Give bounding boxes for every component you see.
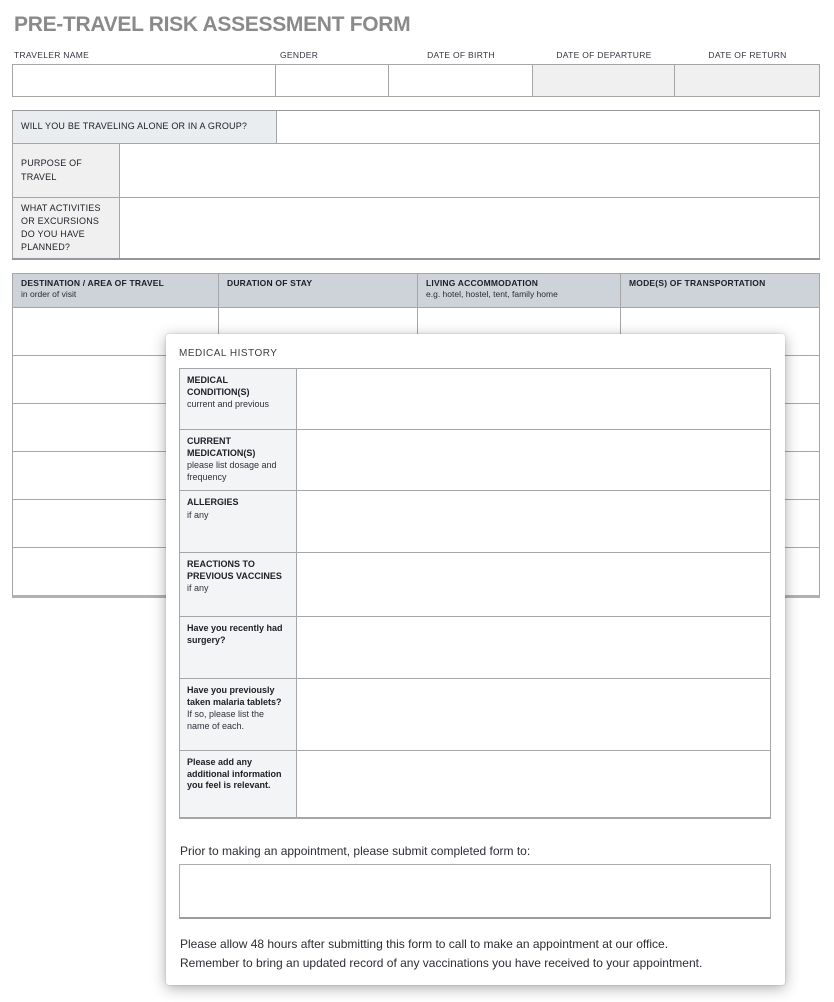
footer-line-1: Please allow 48 hours after submitting this form to call to make an appointment at our office. bbox=[180, 937, 669, 951]
allergies-label: ALLERGIES if any bbox=[180, 491, 297, 552]
traveler-name-input[interactable] bbox=[12, 64, 276, 97]
gender-label: GENDER bbox=[280, 50, 319, 60]
transportation-column-header: MODE(S) OF TRANSPORTATION bbox=[620, 274, 819, 307]
date-of-birth-label: DATE OF BIRTH bbox=[427, 50, 495, 60]
duration-column-header: DURATION OF STAY bbox=[218, 274, 417, 307]
date-of-return-label: DATE OF RETURN bbox=[708, 50, 787, 60]
date-of-departure-input[interactable] bbox=[533, 64, 675, 97]
group-question-row bbox=[12, 111, 820, 144]
traveler-name-label: TRAVELER NAME bbox=[14, 50, 90, 60]
malaria-tablets-input[interactable] bbox=[297, 679, 770, 750]
current-medications-row bbox=[180, 429, 770, 490]
medical-history-title: MEDICAL HISTORY bbox=[179, 348, 278, 359]
travel-questions-section bbox=[12, 110, 820, 260]
medical-conditions-label: MEDICAL CONDITION(S) current and previous bbox=[180, 369, 297, 429]
group-question-input[interactable] bbox=[277, 111, 820, 143]
vaccine-reactions-label: REACTIONS TO PREVIOUS VACCINES if any bbox=[180, 553, 297, 616]
activities-input[interactable] bbox=[120, 198, 820, 258]
recent-surgery-row bbox=[180, 616, 770, 678]
purpose-of-travel-row bbox=[12, 144, 820, 198]
vaccine-reactions-row bbox=[180, 552, 770, 616]
additional-info-label: Please add any additional information you feel is relevant. bbox=[180, 751, 297, 817]
purpose-of-travel-label: PURPOSE OF TRAVEL bbox=[12, 144, 120, 197]
malaria-tablets-label: Have you previously taken malaria tablets? If so, please list the name of each. bbox=[180, 679, 297, 750]
gender-input[interactable] bbox=[276, 64, 389, 97]
date-of-birth-input[interactable] bbox=[389, 64, 533, 97]
medical-conditions-row bbox=[180, 369, 770, 429]
traveler-fields-section bbox=[12, 50, 820, 97]
additional-info-row bbox=[180, 750, 770, 817]
date-of-return-input[interactable] bbox=[675, 64, 820, 97]
page-title: PRE-TRAVEL RISK ASSESSMENT FORM bbox=[14, 13, 411, 36]
additional-info-input[interactable] bbox=[297, 751, 770, 817]
medical-history-table bbox=[179, 368, 771, 819]
traveler-field-inputs bbox=[12, 64, 820, 97]
medical-conditions-input[interactable] bbox=[297, 369, 770, 429]
vaccine-reactions-input[interactable] bbox=[297, 553, 770, 616]
accommodation-column-header: LIVING ACCOMMODATION e.g. hotel, hostel, tent, family home bbox=[417, 274, 620, 307]
recent-surgery-label: Have you recently had surgery? bbox=[180, 617, 297, 678]
medical-history-content bbox=[166, 334, 785, 984]
submit-to-input[interactable] bbox=[179, 864, 771, 919]
traveler-field-labels bbox=[12, 50, 820, 64]
date-of-departure-label: DATE OF DEPARTURE bbox=[556, 50, 652, 60]
submit-prompt: Prior to making an appointment, please submit completed form to: bbox=[180, 844, 531, 858]
footer-instructions bbox=[180, 935, 772, 972]
footer-line-2: Remember to bring an updated record of any vaccinations you have received to your appointment. bbox=[180, 955, 703, 970]
activities-row bbox=[12, 198, 820, 258]
purpose-of-travel-input[interactable] bbox=[120, 144, 820, 197]
medical-history-card bbox=[166, 334, 785, 985]
destination-table-header bbox=[13, 274, 819, 307]
current-medications-label: CURRENT MEDICATION(S) please list dosage and frequency bbox=[180, 430, 297, 490]
destination-column-header: DESTINATION / AREA OF TRAVEL in order of visit bbox=[21, 278, 165, 300]
group-question-label: WILL YOU BE TRAVELING ALONE OR IN A GROUP? bbox=[12, 111, 277, 143]
allergies-row bbox=[180, 490, 770, 552]
recent-surgery-input[interactable] bbox=[297, 617, 770, 678]
malaria-tablets-row bbox=[180, 678, 770, 750]
allergies-input[interactable] bbox=[297, 491, 770, 552]
activities-label: WHAT ACTIVITIES OR EXCURSIONS DO YOU HAVE PLANNED? bbox=[12, 198, 120, 258]
current-medications-input[interactable] bbox=[297, 430, 770, 490]
